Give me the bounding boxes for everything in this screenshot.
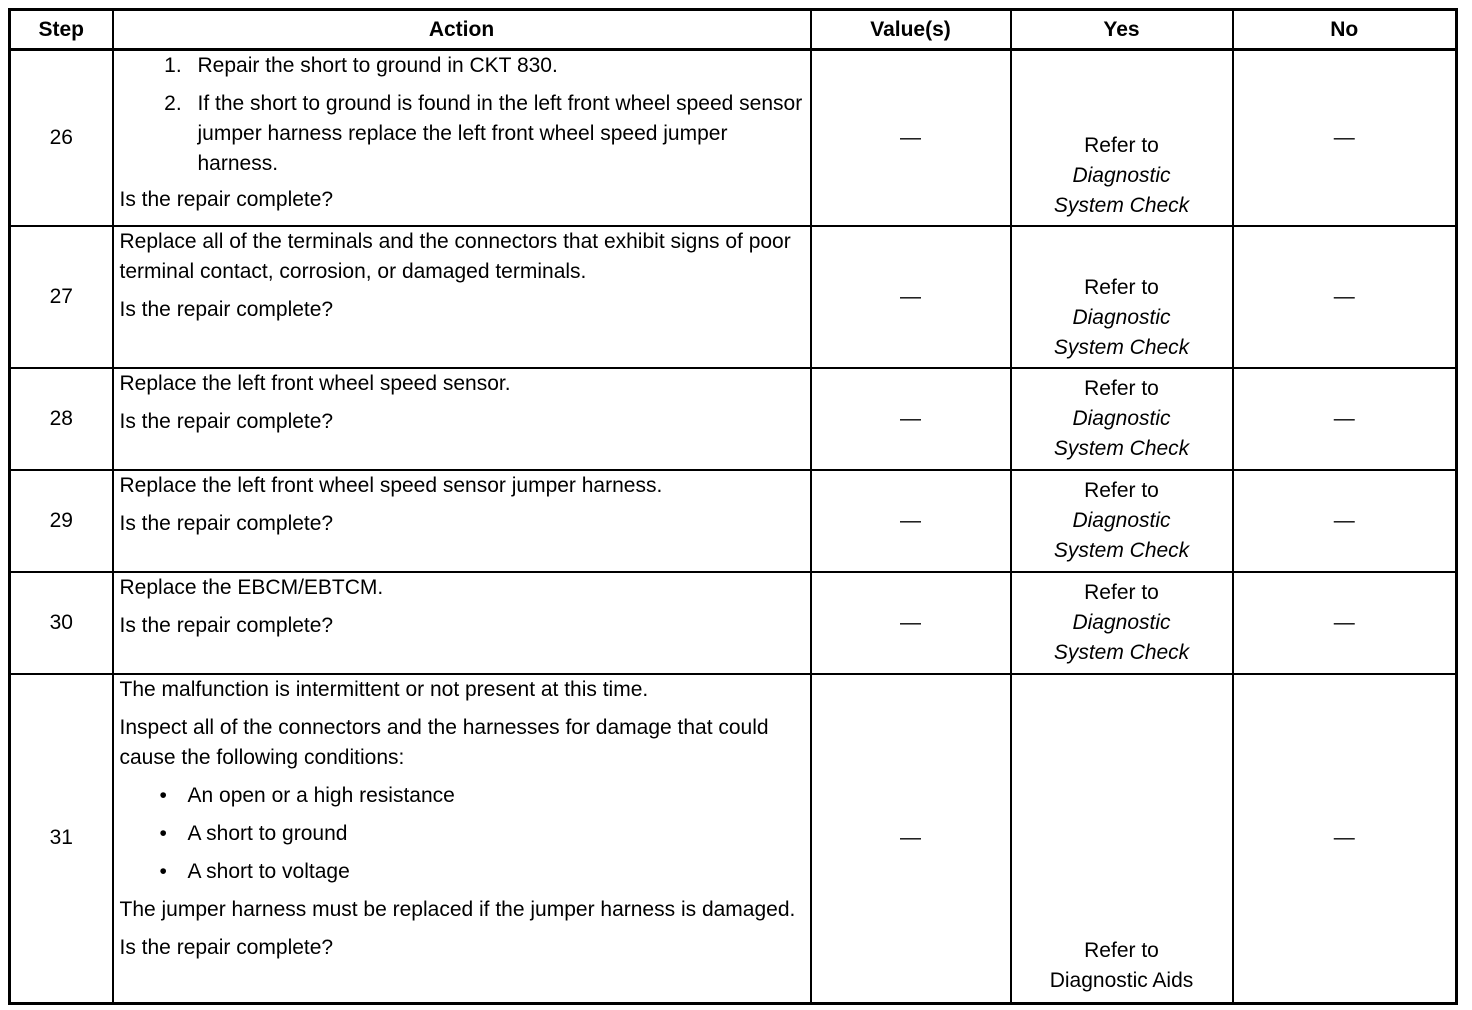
- action-cell: [113, 226, 811, 368]
- no-cell: —: [1233, 368, 1457, 470]
- yes-link-diagnostic-system-check[interactable]: Diagnostic: [1072, 610, 1171, 634]
- yes-refer-text: Refer to: [1084, 275, 1159, 299]
- action-question: Is the repair complete?: [119, 409, 334, 433]
- step-number: 28: [10, 368, 113, 470]
- condition-text: A short to ground: [187, 821, 348, 845]
- yes-link-system-check[interactable]: System Check: [1053, 193, 1190, 217]
- yes-cell: [1011, 226, 1233, 368]
- header-step: Step: [10, 10, 113, 50]
- step-number: 27: [10, 226, 113, 368]
- conditions-list: [120, 781, 804, 887]
- yes-link-diagnostic-aids[interactable]: Diagnostic Aids: [1049, 969, 1194, 992]
- step-number: 30: [10, 572, 113, 674]
- list-item: [159, 857, 804, 887]
- bullet-icon: •: [159, 859, 167, 883]
- table-row-step-31: [10, 674, 1457, 1004]
- action-cell: [113, 572, 811, 674]
- action-text: The jumper harness must be replaced if the jumper harness is damaged.: [119, 897, 796, 921]
- condition-text: An open or a high resistance: [187, 783, 455, 807]
- action-text: Replace the EBCM/EBTCM.: [119, 575, 384, 599]
- no-cell: —: [1233, 50, 1457, 226]
- yes-link-system-check[interactable]: System Check: [1053, 436, 1190, 460]
- header-values: Value(s): [811, 10, 1011, 50]
- yes-link-system-check[interactable]: System Check: [1053, 640, 1190, 664]
- action-question: Is the repair complete?: [119, 511, 334, 535]
- yes-link-system-check[interactable]: System Check: [1053, 538, 1190, 562]
- yes-cell: [1011, 50, 1233, 226]
- yes-cell: [1011, 674, 1233, 1004]
- condition-text: A short to voltage: [187, 859, 350, 883]
- list-item: [159, 781, 804, 811]
- header-row: [10, 10, 1457, 50]
- value-cell: —: [811, 572, 1011, 674]
- action-question: Is the repair complete?: [119, 297, 334, 321]
- table-row-step-29: [10, 470, 1457, 572]
- value-cell: —: [811, 470, 1011, 572]
- action-cell: [113, 674, 811, 1004]
- diagnostic-table: [8, 8, 1458, 1005]
- table-row-step-30: [10, 572, 1457, 674]
- value-cell: —: [811, 50, 1011, 226]
- no-cell: —: [1233, 674, 1457, 1004]
- table-row-step-28: [10, 368, 1457, 470]
- yes-link-diagnostic-system-check[interactable]: Diagnostic: [1072, 163, 1171, 187]
- header-no: No: [1233, 10, 1457, 50]
- action-text: The malfunction is intermittent or not present at this time.: [119, 677, 649, 701]
- action-step: 2. If the short to ground is found in the left front wheel speed sensor jumper harness replace the left front wheel speed jumper harness.: [188, 89, 804, 179]
- value-cell: —: [811, 674, 1011, 1004]
- no-cell: —: [1233, 470, 1457, 572]
- value-cell: —: [811, 226, 1011, 368]
- action-question: Is the repair complete?: [119, 613, 334, 637]
- list-item: [159, 819, 804, 849]
- action-cell: [113, 470, 811, 572]
- yes-refer-text: Refer to: [1084, 478, 1159, 502]
- action-step: 1. Repair the short to ground in CKT 830.: [188, 51, 804, 81]
- action-steps-list: [120, 51, 804, 179]
- no-cell: —: [1233, 572, 1457, 674]
- step-number: 26: [10, 50, 113, 226]
- action-cell: [113, 50, 811, 226]
- header-action: Action: [113, 10, 811, 50]
- action-cell: [113, 368, 811, 470]
- yes-link-diagnostic-system-check[interactable]: Diagnostic: [1072, 406, 1171, 430]
- action-text: Inspect all of the connectors and the harnesses for damage that could cause the following conditions:: [119, 715, 769, 769]
- yes-refer-text: Refer to: [1084, 376, 1159, 400]
- action-text: Replace the left front wheel speed sensor jumper harness.: [119, 473, 663, 497]
- yes-cell: [1011, 368, 1233, 470]
- yes-cell: [1011, 572, 1233, 674]
- header-yes: Yes: [1011, 10, 1233, 50]
- action-question: Is the repair complete?: [119, 935, 334, 959]
- table-row-step-27: [10, 226, 1457, 368]
- table-row-step-26: [10, 50, 1457, 226]
- yes-link-diagnostic-system-check[interactable]: Diagnostic: [1072, 508, 1171, 532]
- no-cell: —: [1233, 226, 1457, 368]
- yes-refer-text: Refer to: [1084, 939, 1159, 962]
- action-question: Is the repair complete?: [119, 188, 334, 211]
- yes-link-diagnostic-system-check[interactable]: Diagnostic: [1072, 305, 1171, 329]
- action-text: Replace the left front wheel speed sensor.: [119, 371, 511, 395]
- step-number: 31: [10, 674, 113, 1004]
- step-number: 29: [10, 470, 113, 572]
- yes-refer-text: Refer to: [1084, 133, 1159, 157]
- yes-cell: [1011, 470, 1233, 572]
- action-text: Replace all of the terminals and the connectors that exhibit signs of poor terminal contact, corrosion, or damaged terminals.: [119, 229, 791, 283]
- yes-link-system-check[interactable]: System Check: [1053, 335, 1190, 359]
- value-cell: —: [811, 368, 1011, 470]
- bullet-icon: •: [159, 783, 167, 807]
- yes-refer-text: Refer to: [1084, 580, 1159, 604]
- bullet-icon: •: [159, 821, 167, 845]
